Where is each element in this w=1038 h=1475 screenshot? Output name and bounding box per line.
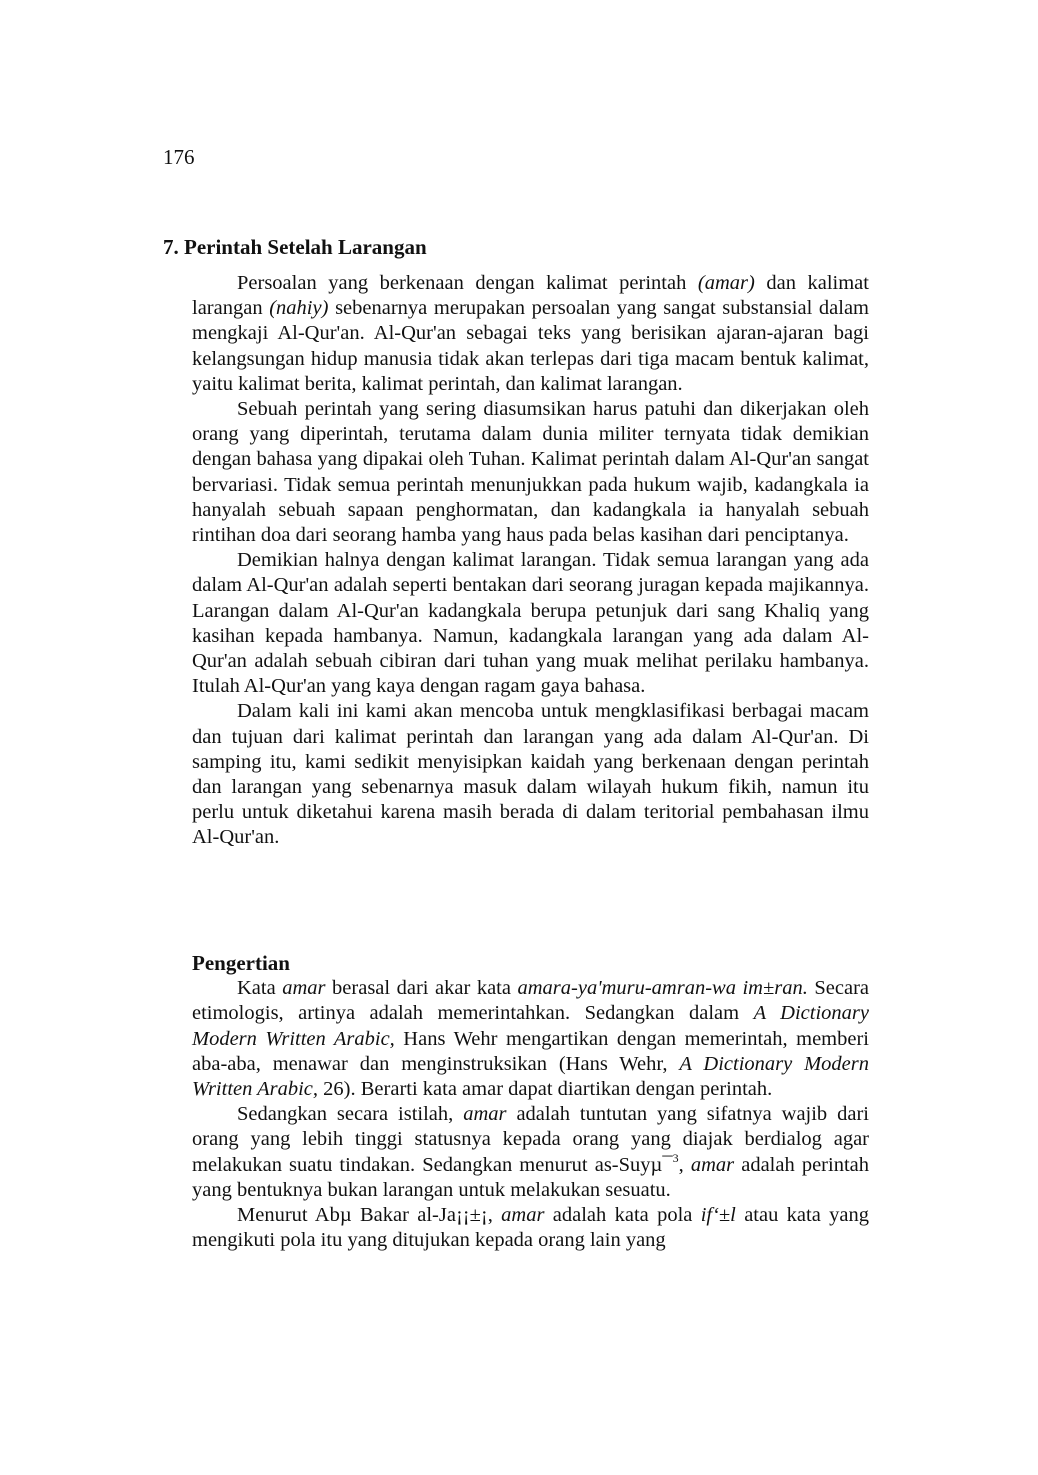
page-number: 176	[163, 145, 195, 169]
definition-text-block	[192, 976, 869, 1253]
paragraph	[192, 976, 869, 1102]
italic-text: (amar)	[697, 272, 755, 294]
text-run: dan kalimat larangan	[192, 272, 869, 320]
italic-text: A Dictionary Modern Written Arabic,	[192, 1002, 869, 1050]
paragraph	[192, 699, 869, 850]
section-title: 7. Perintah Setelah Larangan	[163, 235, 427, 259]
text-run: Sedangkan secara istilah,	[237, 1103, 464, 1126]
text-run: atau kata yang mengikuti pola itu yang ditujukan kepada orang lain yang	[192, 1204, 869, 1252]
italic-text: amar	[282, 977, 326, 1000]
text-run: Persoalan yang berkenaan dengan kalimat perintah	[237, 272, 698, 294]
italic-text: A Dictionary Modern Written Arabic,	[192, 1052, 870, 1101]
italic-text: amar	[501, 1204, 545, 1227]
paragraph	[192, 548, 869, 699]
definition-section	[192, 951, 869, 1253]
italic-text: amar	[690, 1153, 735, 1176]
italic-text: amar	[463, 1103, 507, 1126]
italic-text: if‘±l	[700, 1204, 736, 1227]
text-run: Demikian halnya dengan kalimat larangan. Tidak semua larangan yang ada dalam Al-Qur'an adalah seperti bentakan dari seorang juragan kepada majikannya. Larangan dalam Al-Qur'an kadangkala berupa petunjuk dari sang Khaliq yang kasihan kepada hambanya. Namun, kadangkala larangan yang ada dalam Al-Qur'an adalah sebuah cibiran dari tuhan yang muak melihat perilaku hambanya. Itulah Al-Qur'an yang kaya dengan ragam gaya bahasa.	[192, 549, 869, 698]
text-run: adalah perintah yang bentuknya bukan larangan untuk melakukan sesuatu.	[192, 1153, 869, 1201]
text-run: Sebuah perintah yang sering diasumsikan harus patuhi dan dikerjakan oleh orang yang diperintah, terutama dalam dunia militer ternyata tidak demikian dengan bahasa yang dipakai oleh Tuhan. Kalimat perintah dalam Al-Qur'an sangat bervariasi. Tidak semua perintah menunjukkan pada hukum wajib, kadangkala ia hanyalah sebuah sapaan penghormatan, dan kadangkala ia hanyalah sebuah rintihan doa dari seorang hamba yang haus pada belas kasihan dari penciptanya.	[192, 398, 869, 547]
footnote-marker: 3	[672, 1150, 679, 1165]
text-run: Dalam kali ini kami akan mencoba untuk mengklasifikasi berbagai macam dan tujuan dari kalimat perintah dan larangan yang ada dalam Al-Qur'an. Di samping itu, kami sedikit menyisipkan kaidah yang berkenaan dengan perintah dan larangan yang sebenarnya masuk dalam wilayah hukum fikih, namun itu perlu untuk diketahui karena masih berada di dalam teritorial pembahasan ilmu Al-Qur'an.	[192, 700, 869, 849]
text-run: adalah tuntutan yang sifatnya wajib dari orang yang lebih tinggi statusnya kepada orang yang diajak berdialog agar melakukan suatu tindakan. Sedangkan menurut as-Suyµ¯	[192, 1103, 869, 1176]
paragraph	[192, 397, 869, 548]
paragraph	[192, 1102, 869, 1203]
text-run: 26). Berarti kata amar dapat diartikan dengan perintah.	[318, 1078, 773, 1101]
text-run: ,	[678, 1153, 691, 1176]
text-run: berasal dari akar kata	[325, 977, 518, 1000]
paragraph	[192, 271, 869, 397]
text-run: Hans Wehr mengartikan dengan memerintah, memberi aba-aba, menawar dan menginstruksikan (Hans Wehr,	[192, 1027, 869, 1075]
text-run: adalah kata pola	[544, 1204, 701, 1227]
italic-text: (nahiy)	[269, 297, 329, 320]
subheading: Pengertian	[192, 951, 290, 975]
text-run: sebenarnya merupakan persoalan yang sangat substansial dalam mengkaji Al-Qur'an. Al-Qur'an sebagai teks yang berisikan ajaran-ajaran bagi kelangsungan hidup manusia tidak akan terlepas dari tiga macam bentuk kalimat, yaitu kalimat berita, kalimat perintah, dan kalimat larangan.	[192, 297, 869, 395]
intro-text-block	[192, 271, 869, 851]
text-run: Menurut Abµ Bakar al-Ja¡¡±¡,	[237, 1204, 502, 1227]
paragraph	[192, 1203, 869, 1253]
text-run: Secara etimologis, artinya adalah memerintahkan. Sedangkan dalam	[192, 977, 870, 1025]
italic-text: amara-ya'muru-amran-wa im±ran.	[517, 977, 808, 1000]
text-run: Kata	[237, 977, 283, 1000]
